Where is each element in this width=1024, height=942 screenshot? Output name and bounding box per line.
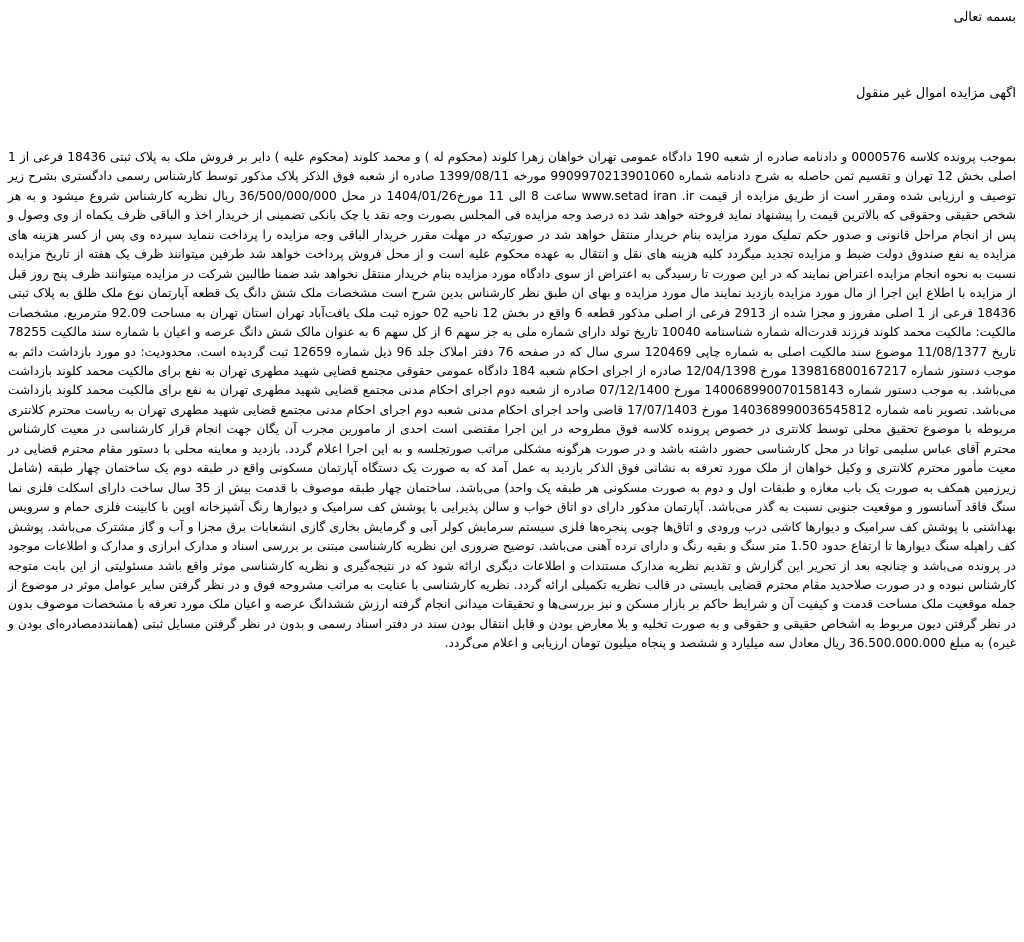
notice-body-text: بموجب پرونده کلاسه 0000576 و دادنامه صادره از شعبه 190 دادگاه عمومی تهران خواهان زهرا کلوند (محکوم له ) و محمد کلوند (محکوم علیه ) دایر بر فروش ملک به پلاک ثبتی 18436 فرعی از 1 اصلی بخش 12 تهران و تقسیم ثمن حاصله به شرح دادنامه شماره 9909970213901060 مورخه 1399/08/11 صادره از شعبه فوق الذکر پلاک مذکور توسط کارشناس رسمی دادگستری بشرح زیر توصیف و ارزیابی شده ومقرر است از طریق مزایده از قیمت www.setad iran .ir ساعت 8 الی 11 مورخ1404/01/26 در محل 36/500/000/000 ریال نظریه کارشناس شروع میشود و به هر شخص حقیقی وحقوقی که بالاترین قیمت را پیشنهاد نماید فروخته خواهد شد ده درصد وجه مزایده فی المجلس بصورت وجه نقد یا چک بانکی تضمینی از خریدار اخذ و الباقی ظرف یکماه از وی وصول و پس از انجام مراحل قانونی و صدور حکم تملیک مورد مزایده بنام خریدار منتقل خواهد شد در صورتیکه در مهلت مقرر خریدار الباقی وجه مزایده را پرداخت ننماید سپرده وی پس از کسر هزینه های مزایده به نفع صندوق دولت ضبط و مزایده تجدید میگردد کلیه هزینه های نقل و انتقال به عهده محکوم علیه است و از محل فروش پرداخت خواهد شد طرفین میتوانند ظرف یک هفته از تاریخ مزایده نسبت به نحوه انجام مزایده اعتراض نمایند که در این صورت تا رسیدگی به اعتراض از سوی دادگاه مورد مزایده بنام خریدار منتقل نخواهد شد ضمنا طالبین شرکت در مزایده میتوانند ظرف پنج روز قبل از مزایده با اطلاع این اجرا از مال مورد مزایده بازدید نمایند مال مورد مزایده و بهای ان طبق نظر کارشناس بدین شرح است مشخصات ملک شش دانگ یک قطعه آپارتمان نوع ملک طلق به پلاک ثبتی 18436 فرعی از 1 اصلی مفروز و مجزا شده از 2913 فرعی از اصلی مذکور قطعه 6 واقع در بخش 12 ناحیه 02 حوزه ثبت ملک یافت‌آباد تهران استان تهران به مساحت 92.09 مترمربع. مشخصات مالکیت: مالکیت محمد کلوند فرزند قدرت‌اله شماره شناسنامه 10040 تاریخ تولد دارای شماره ملی به جز سهم 6 از کل سهم 6 به عنوان مالک شش دانگ عرصه و اعیان با شماره سند مالکیت 78255 تاریخ 11/08/1377 موضوع سند مالکیت اصلی به شماره چاپی 120469 سری سال که در صفحه 76 دفتر املاک جلد 96 ذیل شماره 12659 ثبت گردیده است. محدودیت: دو مورد بازداشت دائم به موجب دستور شماره 139816800167217 مورخ 12/04/1398 صادره از اجرای احکام شعبه 184 دادگاه عمومی حقوقی مجتمع قضایی شهید مطهری تهران به نفع برای مالکیت محمد کلوند بازداشت می‌باشد. به موجب دستور شماره 140068990070158143 مورخ 07/12/1400 صادره از شعبه دوم اجرای احکام مدنی مجتمع قضایی شهید مطهری تهران به نفع برای مالکیت محمد کلوند بازداشت می‌باشد. تصویر نامه شماره 140368990036545812 مورخ 17/07/1403 قاضی واحد اجرای احکام مدنی شعبه دوم اجرای احکام مدنی مجتمع قضایی شهید مطهری تهران به ریاست محترم کلانتری مربوطه با موضوع تحقیق محلی توسط کلانتری در خصوص پرونده کلاسه فوق مطروحه در این اجرا مقتضی است احدی از مامورین مجرب آن یگان جهت انجام قرار کارشناسی در معیت کارشناس محترم آقای عباس سلیمی توانا در محل کارشناسی حضور داشته باشد و در صورت هرگونه مشکلی مراتب صورتجلسه و به این اجرا اعلام گردد. بازدید و معاینه محلی با دستور مقام محترم قضایی در معیت مأمور محترم کلانتری و وکیل خواهان از ملک مورد تعرفه به نشانی فوق الذکر بازدید به عمل آمد که به صورت یک دستگاه آپارتمان مسکونی واقع در طبقه دوم یک ساختمان چهار طبقه (شامل زیرزمین همکف به صورت یک باب مغازه و طبقات اول و دوم به صورت مسکونی هر طبقه یک واحد) می‌باشد. ساختمان چهار طبقه موصوف با قدمت بیش از 35 سال ساخت دارای اسکلت فلزی نما سنگ فاقد آسانسور و موقعیت جنوبی نسبت به گذر می‌باشد. آپارتمان مذکور دارای دو اتاق خواب و سالن پذیرایی با پوشش کف سرامیک و دیوارها رنگ آشپزخانه اوپن با کابینت فلزی حمام و سرویس بهداشتی با پوشش کف سرامیک و دیوارها کاشی درب ورودی و اتاق‌ها چوبی پنجره‌ها فلزی سیستم سرمایش کولر آبی و گرمایش بخاری گازی انشعابات برق مجزا و آب و گاز مشترک می‌باشد. پوشش کف راهپله سنگ دیوارها تا ارتفاع حدود 1.50 متر سنگ و بقیه رنگ و دارای نرده آهنی می‌باشد. توضیح ضروری این نظریه کارشناسی مبتنی بر بررسی اسناد و مدارک ابرازی و مدارک و اطلاعات موجود در پرونده می‌باشد و چنانچه بعد از تحریر این گزارش و تقدیم نظریه مدارک مستندات و اطلاعات دیگری ارائه شود که در نتیجه‌گیری و نظریه کارشناسی موثر واقع باشد مسئولیتی از این بابت متوجه کارشناس نبوده و در صورت صلاحدید مقام محترم قضایی بایستی در قالب نظریه تکمیلی ارائه گردد. نظریه کارشناسی با عنایت به مراتب مشروحه فوق و در نظر گرفتن سایر عوامل موثر در موضوع از جمله موقعیت ملک مساحت قدمت و کیفیت آن و شرایط حاکم بر بازار مسکن و نیز بررسی‌ها و تحقیقات میدانی انجام گرفته ارزش ششدانگ عرصه و اعیان ملک مورد تعرفه با مشخصات موصوف بدون در نظر گرفتن دیون مربوط به اشخاص حقیقی و حقوقی و به صورت تخلیه و بلا معارض بودن و قابل انتقال بودن سند در دفتر اسناد رسمی و بدون در نظر گرفتن مسایل ثبتی (هماننددمصادره‌ای بودن و غیره) به مبلغ 36.500.000.000 ریال معادل سه میلیارد و ششصد و پنجاه میلیون تومان ارزیابی و اعلام می‌گردد. [8, 150, 1017, 651]
notice-title: اگهی مزایده اموال غیر منقول [855, 86, 1016, 101]
blessing-heading: بسمه تعالی [953, 10, 1016, 25]
